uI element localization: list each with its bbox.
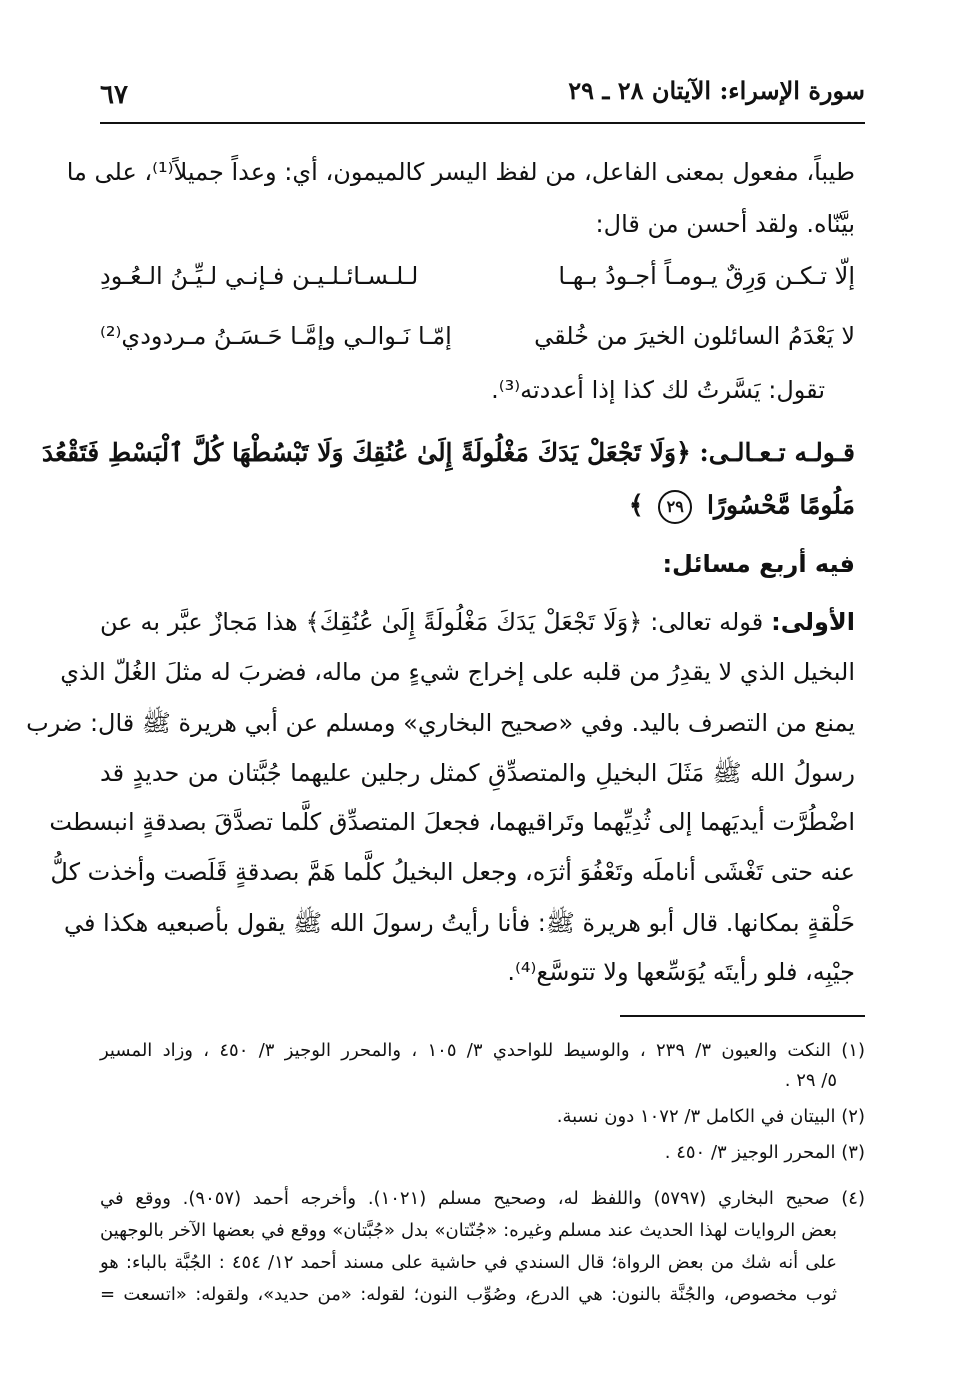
verse-second-hemistich: إمّـا نَـوالـي وإمَّـا حَـسَـنُ مـردودي⁽²⁾ <box>100 322 452 350</box>
paragraph-line: رسولُ الله ﷺ مَثَلَ البخيلِ والمتصدِّقِ كمثل رجلين عليهما جُبَّتان من حديدٍ قد <box>100 759 855 787</box>
ayah-close-bracket: ﴾ <box>628 490 644 520</box>
footnote-line: بعض الروايات لهذا الحديث عند مسلم وغيره: «جُنّتان» بدل «جُبَّتان» ووقع في بعضها الآخر بالوجهين <box>100 1220 837 1241</box>
section-heading: فيه أربع مسائل: <box>662 550 855 578</box>
ayah-text: مَلُومًا مَّحْسُورًا <box>706 490 855 520</box>
paragraph-line: اضْطُرَّت أيديَهما إلى ثُدِيِّهما وتَراقيهما، فجعلَ المتصدِّق كلَّما تصدَّقَ بصدقةٍ انبسطت <box>49 808 855 836</box>
footnote-line: (١) النكت والعيون ٣/ ٢٣٩ ، والوسيط للواحدي ٣/ ١٠٥ ، والمحرر الوجيز ٣/ ٤٥٠ ، وزاد المسير <box>100 1040 865 1061</box>
poem-verse <box>100 262 855 302</box>
ayah-number-marker: ٢٩ <box>658 490 692 524</box>
footnote-line: (٢) البيتان في الكامل ٣/ ١٠٧٢ دون نسبة. <box>556 1106 865 1127</box>
issue-label: الأولى: <box>771 608 855 636</box>
ayah-line <box>41 438 855 467</box>
verse-first-hemistich: إلّا تـكـن وَرِقٌ يـومـاً أجـودُ بـهـا <box>558 262 855 290</box>
footnote-separator <box>620 1015 865 1017</box>
page-number: ٦٧ <box>100 80 128 110</box>
paragraph-text: قوله تعالى: ﴿وَلَا تَجْعَلْ يَدَكَ مَغْلُولَةً إِلَىٰ عُنُقِكَ﴾ هذا مَجازٌ عبَّر به عن <box>100 608 764 636</box>
footnote-line: ثوب مخصوص، والجُنَّة بالنون: هي الدرع، وصُوِّب النون؛ لقوله: «من حديد»، ولقوله: «اتسعت = <box>100 1284 837 1305</box>
ayah-label: قـولـه تـعـالـى: <box>699 438 855 467</box>
footnote-line: (٤) صحيح البخاري (٥٧٩٧) واللفظ له، وصحيح مسلم (١٠٢١). وأخرجه أحمد (٩٠٥٧). ووقع في <box>100 1188 865 1209</box>
header-title: سورة الإسراء: الآيتان ٢٨ ـ ٢٩ <box>568 76 865 105</box>
paragraph-line: جيْبِه، فلو رأيتَه يُوَسِّعها ولا تتوسَّع⁽⁴⁾. <box>507 958 855 986</box>
running-header <box>100 74 865 124</box>
body-line: طيباً، مفعول بمعنى الفاعل، من لفظ اليسر كالميمون، أي: وعداً جميلاً⁽¹⁾، على ما <box>66 158 855 186</box>
paragraph-line <box>100 608 855 636</box>
ayah-line <box>100 490 855 524</box>
verse-first-hemistich: لا يَعْدَمُ السائلون الخيرَ من خُلقي <box>534 322 855 350</box>
paragraph-line: عنه حتى تَغْشَى أناملَه وتَعْفُوَ أثرَه، وجعل البخيلُ كلَّما هَمَّ بصدقةٍ قَلَصت وأخذت كلُّ <box>50 858 855 886</box>
paragraph-line: البخيل الذي لا يقدِرُ من قلبه على إخراج شيءٍ من ماله، فضربَ له مثلَ الغُلّ الذي <box>60 658 855 686</box>
poem-verse <box>100 322 855 362</box>
body-line: بيَّنّاه. ولقد أحسن من قال: <box>595 210 855 238</box>
body-line: تقول: يَسَّرتُ لك كذا إذا أعددته⁽³⁾. <box>491 376 825 404</box>
footnote-line: (٣) المحرر الوجيز ٣/ ٤٥٠ . <box>664 1142 865 1163</box>
verse-second-hemistich: لـلـسـائـلـيـن فـإنـي لـيِّـنُ الـعُـودِ <box>100 262 419 290</box>
ayah-text: ﴿وَلَا تَجْعَلْ يَدَكَ مَغْلُولَةً إِلَىٰ عُنُقِكَ وَلَا تَبْسُطْهَا كُلَّ ٱلْبَسْطِ فَتَقْعُدَ <box>41 438 691 467</box>
paragraph-line: حَلْقةٍ بمكانها. قال أبو هريرة ﷺ: فأنا رأيتُ رسولَ الله ﷺ يقول بأصبعيه هكذا في <box>63 909 855 937</box>
footnote-line: ٥/ ٢٩ . <box>784 1070 837 1091</box>
footnote-line: على أنه شك من بعض الرواة؛ قال السندي في حاشية على مسند أحمد ١٢/ ٤٥٤ : الجُبَّة بالباء: هو <box>100 1252 837 1273</box>
paragraph-line: يمنع من التصرف باليد. وفي «صحيح البخاري» ومسلم عن أبي هريرة ﷺ قال: ضرب <box>26 709 855 737</box>
